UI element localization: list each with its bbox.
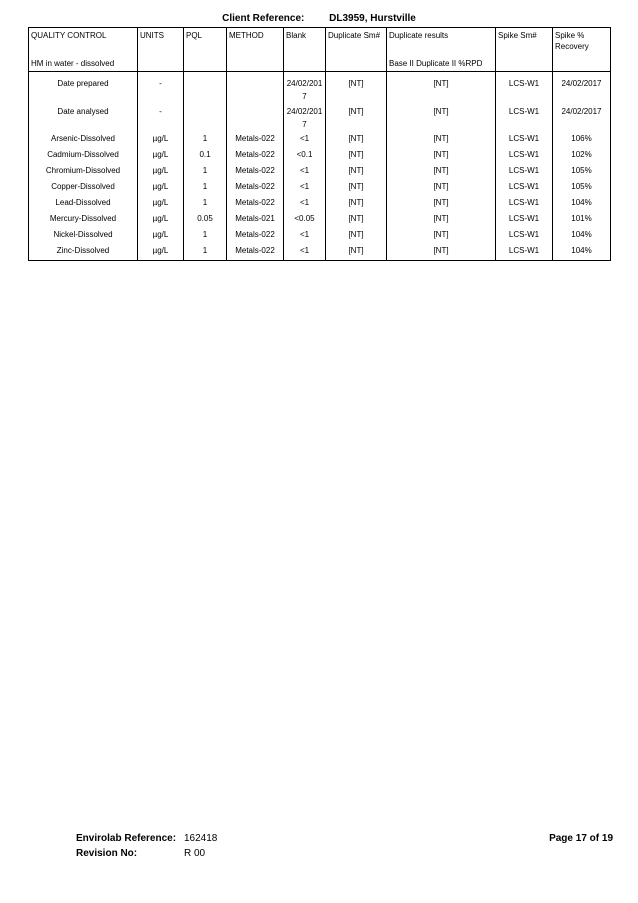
cell-duplicate-sm: [NT] bbox=[326, 76, 387, 104]
client-reference-label: Client Reference: bbox=[222, 13, 305, 24]
client-reference bbox=[0, 13, 638, 24]
cell-spike-sm: LCS-W1 bbox=[496, 244, 553, 261]
cell-blank: <0.05 bbox=[284, 212, 326, 228]
cell-spike-recovery: 104% bbox=[553, 228, 611, 244]
cell-spike-recovery: 102% bbox=[553, 148, 611, 164]
col-header-spike-sm: Spike Sm# bbox=[496, 28, 553, 72]
col-header-dup-results-sub: Base II Duplicate II %RPD bbox=[389, 59, 483, 68]
cell-blank: <1 bbox=[284, 196, 326, 212]
cell-spike-recovery: 106% bbox=[553, 132, 611, 148]
cell-spike-recovery: 24/02/2017 bbox=[553, 76, 611, 104]
cell-analyte: Cadmium-Dissolved bbox=[29, 148, 138, 164]
cell-method: Metals-022 bbox=[227, 244, 284, 261]
cell-duplicate-results: [NT] bbox=[387, 148, 496, 164]
cell-method: Metals-021 bbox=[227, 212, 284, 228]
cell-blank: <1 bbox=[284, 180, 326, 196]
cell-spike-sm: LCS-W1 bbox=[496, 132, 553, 148]
col-header-qc-label: QUALITY CONTROL bbox=[31, 31, 107, 40]
cell-pql: 0.1 bbox=[184, 148, 227, 164]
cell-method: Metals-022 bbox=[227, 132, 284, 148]
cell-pql: 1 bbox=[184, 196, 227, 212]
table-row bbox=[29, 76, 611, 104]
col-header-qc-sub: HM in water - dissolved bbox=[31, 59, 115, 68]
cell-method: Metals-022 bbox=[227, 228, 284, 244]
cell-units: µg/L bbox=[138, 228, 184, 244]
col-header-units: UNITS bbox=[138, 28, 184, 72]
table-row bbox=[29, 164, 611, 180]
cell-pql: 1 bbox=[184, 132, 227, 148]
cell-duplicate-sm: [NT] bbox=[326, 212, 387, 228]
cell-spike-sm: LCS-W1 bbox=[496, 164, 553, 180]
cell-analyte: Date prepared bbox=[29, 76, 138, 104]
cell-pql: 1 bbox=[184, 180, 227, 196]
table-row bbox=[29, 212, 611, 228]
cell-spike-recovery: 101% bbox=[553, 212, 611, 228]
table-row bbox=[29, 196, 611, 212]
cell-method: Metals-022 bbox=[227, 180, 284, 196]
table-row bbox=[29, 244, 611, 261]
cell-method: Metals-022 bbox=[227, 196, 284, 212]
table-row bbox=[29, 228, 611, 244]
page-number-label: Page 17 of 19 bbox=[549, 833, 613, 844]
cell-pql: 1 bbox=[184, 228, 227, 244]
page-number bbox=[549, 833, 613, 844]
cell-duplicate-results: [NT] bbox=[387, 228, 496, 244]
cell-method bbox=[227, 104, 284, 132]
cell-duplicate-results: [NT] bbox=[387, 132, 496, 148]
envirolab-reference bbox=[76, 833, 176, 844]
cell-units: µg/L bbox=[138, 244, 184, 261]
cell-duplicate-results: [NT] bbox=[387, 180, 496, 196]
cell-spike-sm: LCS-W1 bbox=[496, 148, 553, 164]
cell-units: µg/L bbox=[138, 164, 184, 180]
cell-units: µg/L bbox=[138, 180, 184, 196]
cell-pql: 1 bbox=[184, 164, 227, 180]
table-row bbox=[29, 104, 611, 132]
cell-duplicate-sm: [NT] bbox=[326, 180, 387, 196]
cell-analyte: Nickel-Dissolved bbox=[29, 228, 138, 244]
revision-number bbox=[76, 848, 137, 859]
col-header-duplicate-results bbox=[387, 28, 496, 72]
cell-duplicate-sm: [NT] bbox=[326, 132, 387, 148]
cell-duplicate-results: [NT] bbox=[387, 196, 496, 212]
cell-units: µg/L bbox=[138, 132, 184, 148]
col-header-method: METHOD bbox=[227, 28, 284, 72]
cell-duplicate-sm: [NT] bbox=[326, 164, 387, 180]
col-header-spike-recovery: Spike % Recovery bbox=[553, 28, 611, 72]
col-header-dup-results-label: Duplicate results bbox=[389, 31, 449, 40]
cell-pql: 1 bbox=[184, 244, 227, 261]
cell-spike-recovery: 105% bbox=[553, 180, 611, 196]
envirolab-reference-value-wrap bbox=[184, 833, 217, 844]
cell-duplicate-sm: [NT] bbox=[326, 196, 387, 212]
cell-spike-sm: LCS-W1 bbox=[496, 180, 553, 196]
col-header-blank: Blank bbox=[284, 28, 326, 72]
cell-blank: <1 bbox=[284, 244, 326, 261]
cell-duplicate-results: [NT] bbox=[387, 212, 496, 228]
cell-duplicate-sm: [NT] bbox=[326, 228, 387, 244]
cell-analyte: Copper-Dissolved bbox=[29, 180, 138, 196]
cell-analyte: Mercury-Dissolved bbox=[29, 212, 138, 228]
cell-analyte: Date analysed bbox=[29, 104, 138, 132]
cell-spike-recovery: 104% bbox=[553, 196, 611, 212]
col-header-duplicate-sm: Duplicate Sm# bbox=[326, 28, 387, 72]
cell-duplicate-sm: [NT] bbox=[326, 104, 387, 132]
col-header-quality-control bbox=[29, 28, 138, 72]
revision-value-wrap bbox=[184, 848, 205, 859]
cell-units: µg/L bbox=[138, 212, 184, 228]
cell-spike-recovery: 105% bbox=[553, 164, 611, 180]
table-header-row bbox=[29, 28, 611, 72]
cell-analyte: Zinc-Dissolved bbox=[29, 244, 138, 261]
cell-analyte: Chromium-Dissolved bbox=[29, 164, 138, 180]
cell-analyte: Lead-Dissolved bbox=[29, 196, 138, 212]
table-row bbox=[29, 132, 611, 148]
cell-units: - bbox=[138, 104, 184, 132]
cell-duplicate-sm: [NT] bbox=[326, 244, 387, 261]
envirolab-reference-label: Envirolab Reference: bbox=[76, 833, 177, 844]
cell-units: µg/L bbox=[138, 148, 184, 164]
cell-duplicate-results: [NT] bbox=[387, 244, 496, 261]
cell-method: Metals-022 bbox=[227, 164, 284, 180]
cell-units: µg/L bbox=[138, 196, 184, 212]
cell-spike-sm: LCS-W1 bbox=[496, 212, 553, 228]
cell-spike-sm: LCS-W1 bbox=[496, 196, 553, 212]
cell-analyte: Arsenic-Dissolved bbox=[29, 132, 138, 148]
cell-units: - bbox=[138, 76, 184, 104]
quality-control-table bbox=[28, 27, 611, 261]
cell-duplicate-results: [NT] bbox=[387, 164, 496, 180]
revision-value: R 00 bbox=[184, 848, 206, 859]
cell-pql bbox=[184, 76, 227, 104]
col-header-pql: PQL bbox=[184, 28, 227, 72]
cell-duplicate-results: [NT] bbox=[387, 76, 496, 104]
cell-spike-sm: LCS-W1 bbox=[496, 104, 553, 132]
cell-blank: <1 bbox=[284, 164, 326, 180]
cell-spike-sm: LCS-W1 bbox=[496, 228, 553, 244]
client-reference-value: DL3959, Hurstville bbox=[329, 13, 416, 24]
cell-spike-recovery: 104% bbox=[553, 244, 611, 261]
cell-blank: <0.1 bbox=[284, 148, 326, 164]
cell-method: Metals-022 bbox=[227, 148, 284, 164]
table-row bbox=[29, 148, 611, 164]
cell-duplicate-sm: [NT] bbox=[326, 148, 387, 164]
cell-blank: <1 bbox=[284, 228, 326, 244]
cell-blank: 24/02/2017 bbox=[284, 76, 326, 104]
envirolab-reference-value: 162418 bbox=[184, 833, 218, 844]
revision-label: Revision No: bbox=[76, 848, 138, 859]
cell-spike-sm: LCS-W1 bbox=[496, 76, 553, 104]
cell-blank: <1 bbox=[284, 132, 326, 148]
cell-pql bbox=[184, 104, 227, 132]
table-row bbox=[29, 180, 611, 196]
cell-blank: 24/02/2017 bbox=[284, 104, 326, 132]
cell-duplicate-results: [NT] bbox=[387, 104, 496, 132]
cell-spike-recovery: 24/02/2017 bbox=[553, 104, 611, 132]
cell-pql: 0.05 bbox=[184, 212, 227, 228]
cell-method bbox=[227, 76, 284, 104]
